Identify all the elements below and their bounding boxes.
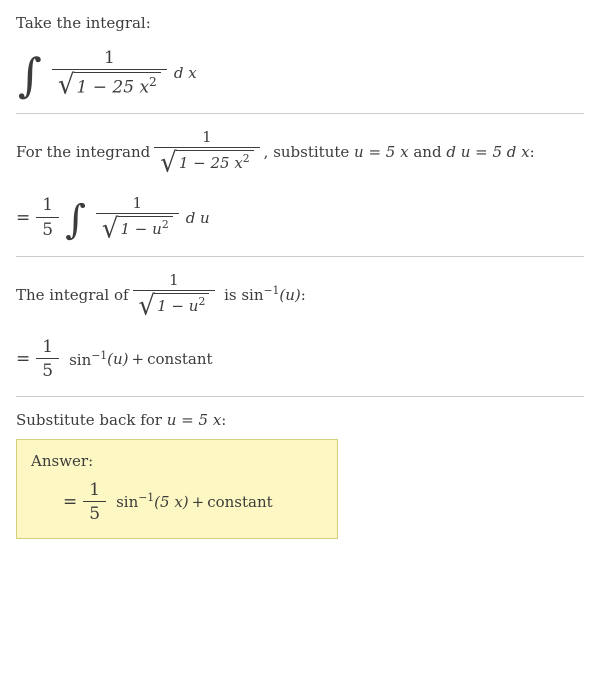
radicand-exponent: 2	[242, 151, 250, 165]
coefficient-denominator: 5	[42, 361, 54, 382]
radical-icon: √	[57, 69, 75, 102]
arcsin-function	[241, 285, 279, 304]
radical-icon: √	[101, 213, 119, 245]
radicand-exponent: 2	[161, 217, 169, 231]
radicand-text: 1 − u	[157, 296, 199, 315]
coefficient-numerator: 1	[42, 336, 54, 357]
substitution-sentence	[16, 127, 584, 179]
problem-numerator: 1	[103, 48, 115, 68]
arcsin-function	[116, 492, 154, 511]
antiderivative-numerator: 1	[169, 270, 179, 289]
plus-sign: +	[191, 492, 205, 511]
substitute-back-sentence	[16, 411, 584, 429]
answer-expression	[31, 480, 323, 525]
answer-label: Answer:	[31, 451, 94, 470]
answer-equals: =	[63, 491, 78, 512]
problem-fraction	[52, 48, 167, 102]
square-root	[160, 147, 253, 179]
substitution-denominator	[154, 147, 259, 179]
arcsin-exponent: −1	[263, 284, 280, 298]
arcsin-argument: (u)	[107, 350, 129, 369]
square-root	[138, 290, 210, 322]
antiderivative-fraction	[133, 270, 216, 322]
integral-sign: ∫	[18, 47, 42, 102]
substitution-result	[16, 193, 584, 245]
step-answer	[16, 397, 584, 540]
substitute-back-text: Substitute back for	[16, 410, 167, 429]
antiderivative-sentence	[16, 270, 584, 322]
coefficient-denominator: 5	[42, 219, 54, 240]
step-problem	[16, 0, 584, 102]
substitution-radicand	[176, 150, 254, 176]
step-substitution	[16, 114, 584, 245]
radicand-text: 1 − 25 x	[76, 78, 150, 99]
coefficient-numerator: 1	[42, 195, 54, 216]
radical-icon: √	[160, 147, 177, 179]
result-equals: =	[16, 207, 31, 228]
answer-coefficient	[83, 480, 106, 525]
problem-title: Take the integral:	[16, 14, 151, 32]
radicand-text: 1 − 25 x	[178, 153, 243, 172]
result-fraction	[96, 193, 179, 245]
coefficient-numerator: 1	[89, 479, 101, 500]
arcsin-exponent: −1	[138, 491, 155, 505]
plus-sign: +	[131, 350, 145, 369]
problem-differential: d x	[173, 64, 197, 83]
square-root	[57, 69, 161, 102]
result-radicand	[118, 216, 173, 242]
result-coefficient	[36, 337, 59, 382]
arcsin-argument: (u)	[279, 285, 301, 304]
answer-box	[16, 439, 338, 540]
problem-denominator	[52, 69, 167, 102]
arcsin-name: sin	[116, 493, 139, 512]
constant-term: constant	[207, 492, 273, 511]
square-root	[101, 213, 173, 245]
du-substitution: d u = 5 d x	[446, 142, 530, 161]
substitution-numerator: 1	[202, 127, 212, 146]
coefficient-denominator: 5	[89, 503, 101, 524]
substitute-back-colon: :	[221, 410, 227, 429]
antiderivative-denominator	[133, 290, 216, 322]
substitution-fraction	[154, 127, 259, 179]
result-differential: d u	[185, 208, 210, 227]
substitute-back-value: u = 5 x	[166, 410, 222, 429]
antiderivative-result	[16, 337, 584, 382]
substitution-and-text: and	[408, 142, 447, 161]
radical-icon: √	[138, 290, 156, 322]
radicand-text: 1 − u	[120, 219, 162, 238]
result-coefficient	[36, 195, 59, 240]
problem-radicand	[74, 72, 161, 98]
antiderivative-lead-text: The integral of	[16, 285, 129, 304]
result-equals: =	[16, 348, 31, 369]
substitution-colon: :	[529, 142, 535, 161]
arcsin-function	[69, 350, 107, 369]
arcsin-exponent: −1	[91, 348, 108, 362]
antiderivative-radicand	[154, 293, 209, 319]
step-antiderivative	[16, 257, 584, 382]
antiderivative-mid-text: is	[219, 285, 242, 304]
result-numerator: 1	[132, 193, 143, 212]
problem-expression	[16, 47, 584, 102]
constant-term: constant	[147, 350, 213, 369]
radicand-exponent: 2	[198, 294, 206, 308]
arcsin-name: sin	[241, 286, 264, 305]
u-substitution: u = 5 x	[354, 142, 409, 161]
integral-sign: ∫	[65, 196, 86, 243]
substitution-mid-text: , substitute	[263, 142, 355, 161]
result-denominator	[96, 213, 179, 245]
substitution-lead-text: For the integrand	[16, 142, 151, 161]
arcsin-argument: (5 x)	[154, 492, 189, 511]
antiderivative-colon: :	[300, 285, 306, 304]
arcsin-name: sin	[69, 350, 92, 369]
radicand-exponent: 2	[149, 75, 157, 90]
